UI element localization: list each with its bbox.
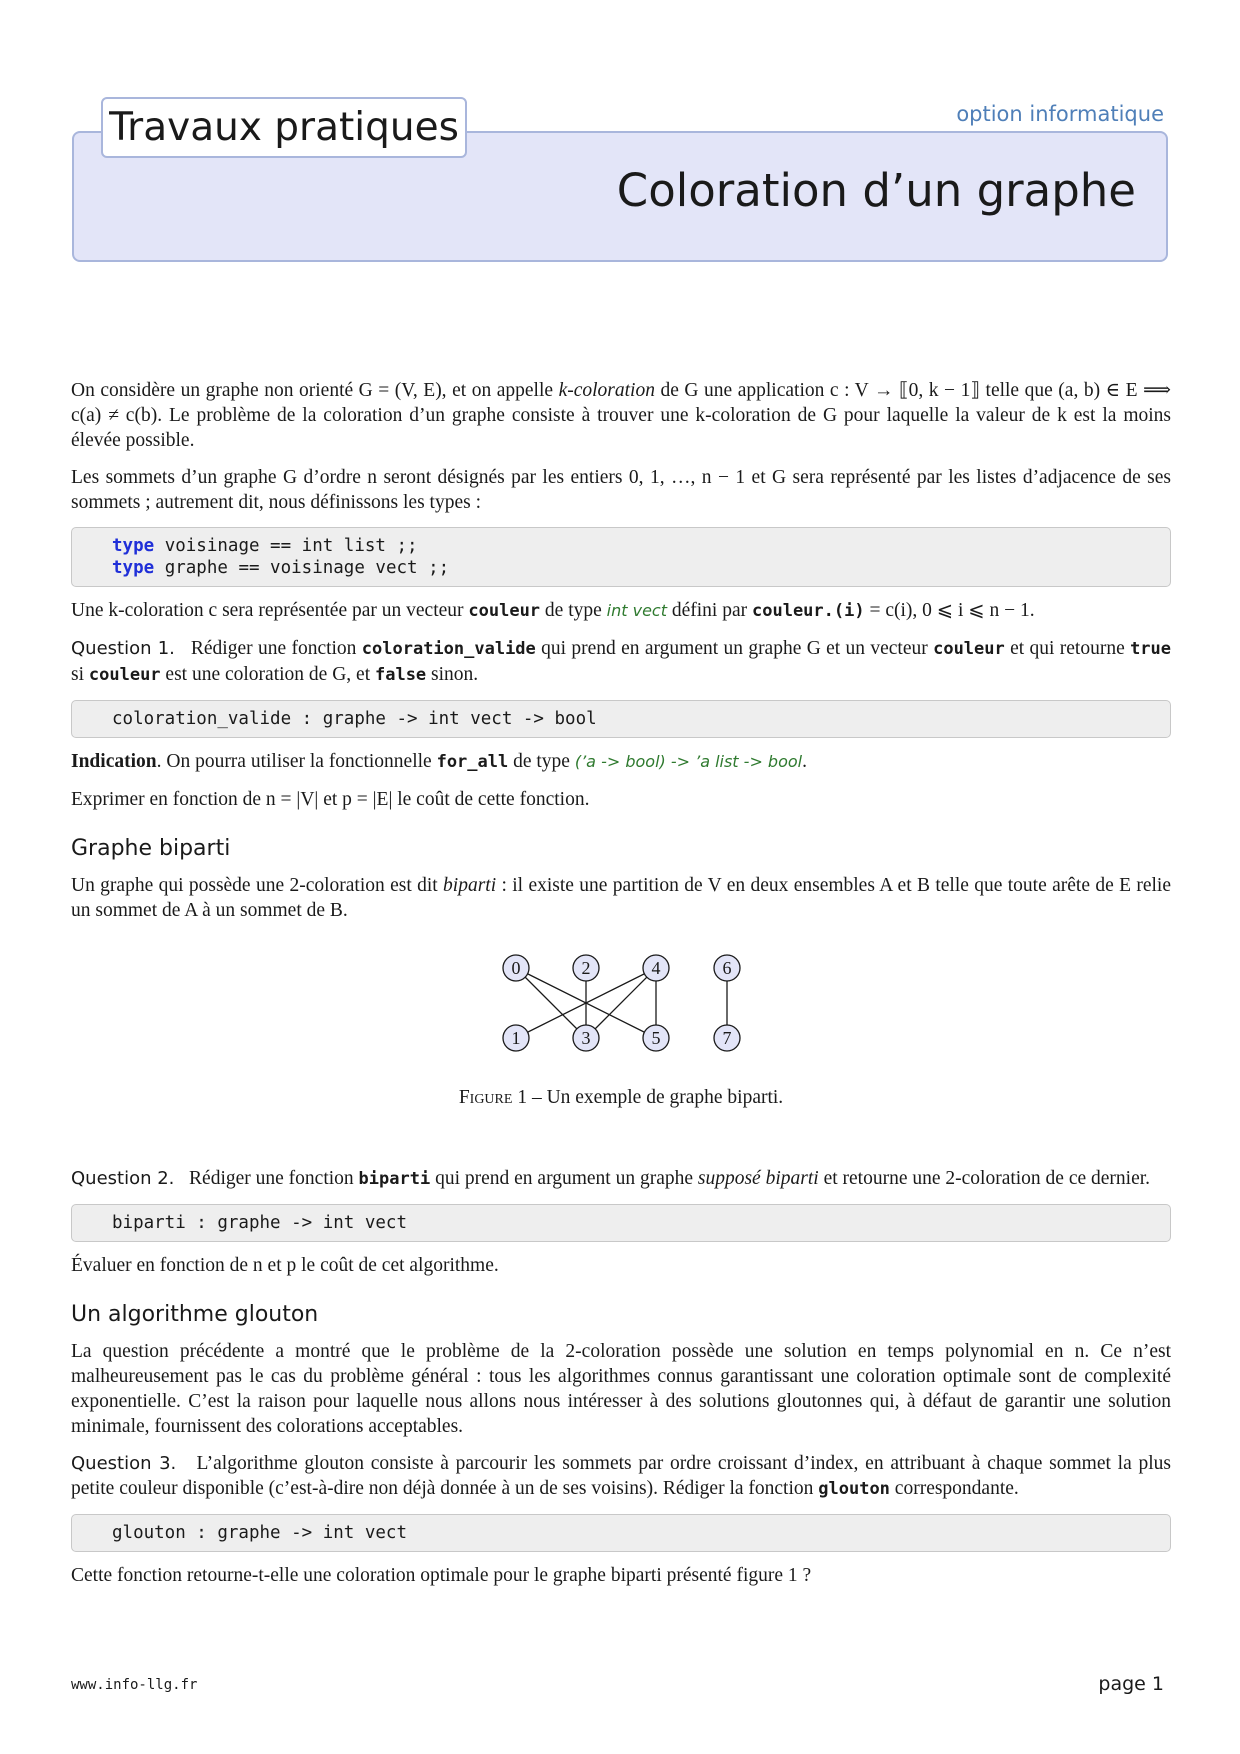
inline-code: couleur bbox=[88, 665, 161, 685]
section-biparti-title: Graphe biparti bbox=[71, 836, 231, 861]
text: Un graphe qui possède une 2-coloration est dit bbox=[71, 875, 444, 896]
inline-type: (’a -> bool) -> ’a list -> bool bbox=[574, 752, 803, 771]
node-label: 2 bbox=[581, 958, 591, 978]
biparti-term: biparti bbox=[443, 875, 497, 896]
node-label: 0 bbox=[511, 958, 521, 978]
node-label: 5 bbox=[651, 1028, 661, 1048]
coloration-definition bbox=[71, 598, 1171, 624]
text: si bbox=[71, 664, 89, 685]
q2-cost: Évaluer en fonction de n et p le coût de cet algorithme. bbox=[71, 1255, 499, 1276]
text: qui prend en argument un graphe G et un vecteur bbox=[535, 638, 934, 659]
section-glouton-title: Un algorithme glouton bbox=[71, 1302, 319, 1327]
intro-text: de G une application c : V → ⟦0, k − 1⟧ telle que (a, b) ∈ E ⟹ c(a) ≠ c(b). Le problème de la coloration d’un graphe consiste à trouver une k-coloration de G pour laquelle la valeur de k est la moins élevée possible. bbox=[71, 380, 1171, 451]
question-2 bbox=[71, 1166, 1171, 1192]
inline-code: true bbox=[1130, 639, 1172, 659]
text: Rédiger une fonction bbox=[189, 1168, 359, 1189]
inline-code: coloration_valide bbox=[361, 639, 536, 659]
inline-code: glouton bbox=[818, 1479, 890, 1499]
glouton-intro: La question précédente a montré que le problème de la 2-coloration possède une solution en temps polynomial en n. Ce n’est malheureusement pas le cas du problème général : tous les algorithmes connus garantissant une coloration optimale sont de complexité exponentielle. C’est la raison pour laquelle nous allons nous intéresser à des solutions gloutonnes qui, à défaut de garantir une solution minimale, fournissent des colorations acceptables. bbox=[71, 1341, 1171, 1437]
q1-cost: Exprimer en fonction de n = |V| et p = |E| le coût de cette fonction. bbox=[71, 789, 590, 810]
text: qui prend en argument un graphe bbox=[430, 1168, 698, 1189]
footer-url: www.info-llg.fr bbox=[71, 1677, 198, 1693]
figure-caption bbox=[71, 1085, 1171, 1110]
text: Une k-coloration c sera représentée par un vecteur bbox=[71, 600, 469, 621]
content bbox=[71, 378, 1171, 1600]
intro-paragraph-1 bbox=[71, 378, 1171, 453]
question-label: Question 2. bbox=[71, 1168, 175, 1189]
inline-code: couleur bbox=[933, 639, 1005, 659]
question-label: Question 3. bbox=[71, 1453, 177, 1474]
text: = c(i), 0 ⩽ i ⩽ n − 1. bbox=[864, 600, 1035, 621]
option-label: option informatique bbox=[956, 102, 1164, 126]
inline-type: int vect bbox=[606, 601, 667, 620]
text: de type bbox=[508, 751, 575, 772]
inline-code: for_all bbox=[436, 752, 509, 772]
text: . bbox=[802, 751, 807, 772]
q3-signature: glouton : graphe -> int vect bbox=[71, 1514, 1171, 1552]
text: défini par bbox=[666, 600, 752, 621]
biparti-definition bbox=[71, 873, 1171, 923]
bipartite-graph bbox=[491, 935, 811, 1075]
text: de type bbox=[540, 600, 607, 621]
footer-page-number: page 1 bbox=[1098, 1673, 1164, 1695]
inline-code: couleur.(i) bbox=[752, 601, 865, 621]
node-label: 6 bbox=[722, 958, 732, 978]
text: L’algorithme glouton consiste à parcourir les sommets par ordre croissant d’index, en attribuant à chaque sommet la plus petite couleur disponible (c’est-à-dire non déjà donnée à un de ses voisins). Rédiger la fonction bbox=[71, 1453, 1172, 1499]
indication bbox=[71, 749, 1171, 775]
text: et qui retourne bbox=[1004, 638, 1131, 659]
indication-label: Indication bbox=[71, 751, 157, 772]
q2-signature: biparti : graphe -> int vect bbox=[71, 1204, 1171, 1242]
code-line: voisinage == int list ;; bbox=[154, 536, 418, 556]
node-label: 3 bbox=[581, 1028, 591, 1048]
doc-title: Coloration d’un graphe bbox=[616, 164, 1136, 217]
kcoloration-term: k-coloration bbox=[558, 380, 655, 401]
edge-0-3 bbox=[516, 968, 586, 1038]
text: Rédiger une fonction bbox=[190, 638, 362, 659]
node-label: 4 bbox=[651, 958, 661, 978]
text: : il existe une partition de V en deux ensembles A et B telle que toute arête de E relie un sommet de A à un sommet de B. bbox=[71, 875, 1171, 921]
caption-label: Figure bbox=[458, 1087, 513, 1108]
keyword-type: type bbox=[112, 536, 155, 556]
keyword-type: type bbox=[112, 558, 155, 578]
intro-paragraph-2: Les sommets d’un graphe G d’ordre n seront désignés par les entiers 0, 1, …, n − 1 et G sera représenté par les listes d’adjacence de ses sommets ; autrement dit, nous définissons les types : bbox=[71, 467, 1171, 513]
q3-final-question: Cette fonction retourne-t-elle une coloration optimale pour le graphe biparti présenté figure 1 ? bbox=[71, 1565, 812, 1586]
tp-label: Travaux pratiques bbox=[101, 97, 467, 158]
question-label: Question 1. bbox=[71, 638, 175, 659]
question-1 bbox=[71, 636, 1171, 688]
q1-signature: coloration_valide : graphe -> int vect -> bool bbox=[71, 700, 1171, 738]
text: sinon. bbox=[426, 664, 479, 685]
text: est une coloration de G, et bbox=[160, 664, 375, 685]
emphasis: supposé biparti bbox=[697, 1168, 819, 1189]
node-label: 7 bbox=[722, 1028, 732, 1048]
text: . On pourra utiliser la fonctionnelle bbox=[156, 751, 437, 772]
figure bbox=[71, 935, 1171, 1085]
inline-code: false bbox=[374, 665, 427, 685]
code-line: graphe == voisinage vect ;; bbox=[154, 558, 450, 578]
inline-code: couleur bbox=[468, 601, 541, 621]
text: et retourne une 2-coloration de ce dernier. bbox=[818, 1168, 1151, 1189]
question-3 bbox=[71, 1451, 1171, 1502]
inline-code: biparti bbox=[358, 1169, 431, 1189]
types-code-block bbox=[71, 527, 1171, 587]
edge-4-3 bbox=[586, 968, 656, 1038]
text: correspondante. bbox=[889, 1478, 1019, 1499]
node-label: 1 bbox=[511, 1028, 521, 1048]
intro-text: On considère un graphe non orienté G = (V, E), et on appelle bbox=[71, 380, 559, 401]
caption-text: 1 – Un exemple de graphe biparti. bbox=[512, 1087, 784, 1108]
